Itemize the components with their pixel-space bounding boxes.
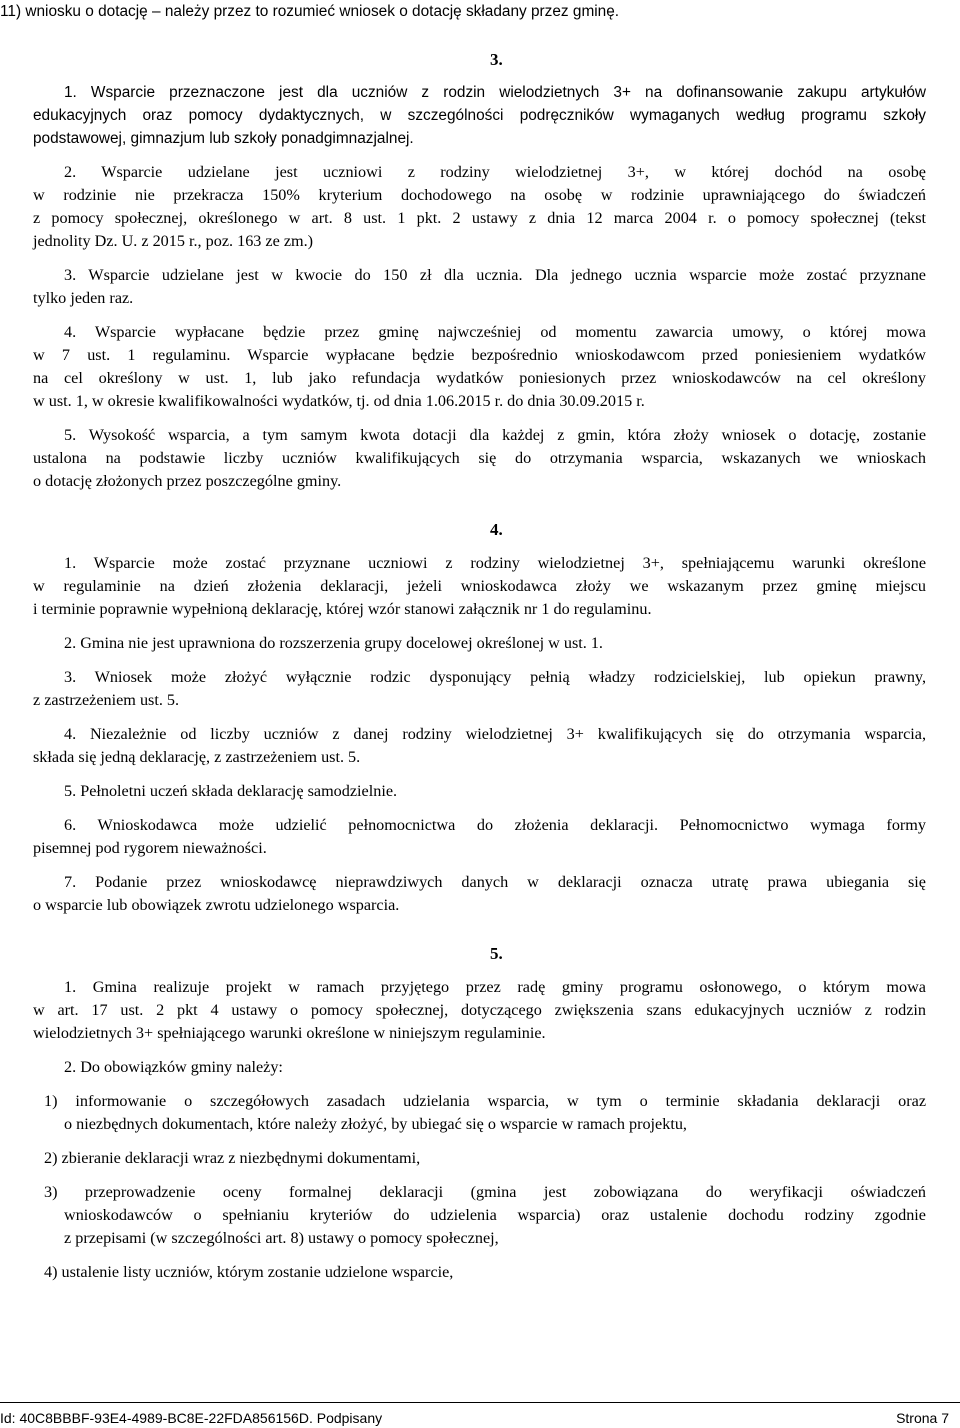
heading-section-4: 4. bbox=[490, 520, 503, 539]
text-line-s3-p4-4: w ust. 1, w okresie kwalifikowalności wydatków, tj. od dnia 1.06.2015 r. do dnia 30.09.2015 r. bbox=[33, 392, 645, 410]
text-line-s4-p3-2: z zastrzeżeniem ust. 5. bbox=[33, 691, 180, 709]
text-line-s5-i2-1: 2) zbieranie deklaracji wraz z niezbędnymi dokumentami, bbox=[44, 1149, 421, 1167]
text-line-s4-p7-2: o wsparcie lub obowiązek zwrotu udzielonego wsparcia. bbox=[33, 896, 400, 914]
text-line-s4-p2-1: 2. Gmina nie jest uprawniona do rozszerzenia grupy docelowej określonej w ust. 1. bbox=[64, 634, 603, 652]
text-line-s4-p3-1: 3. Wniosek może złożyć wyłącznie rodzic dysponujący pełnią władzy rodzicielskiej, lub opiekun prawny, bbox=[64, 668, 926, 686]
text-line-top-11: 11) wniosku o dotację – należy przez to rozumieć wniosek o dotację składany przez gminę. bbox=[0, 3, 620, 20]
footer-divider bbox=[0, 1402, 960, 1403]
text-line-s5-i3-2: wnioskodawców o spełnianiu kryteriów do udzielenia wsparcia) oraz ustalenie dochodu rodziny zgodnie bbox=[64, 1206, 926, 1224]
text-line-s5-p1-2: w art. 17 ust. 2 pkt 4 ustawy o pomocy społecznej, dotyczącego zwiększenia szans edukacyjnych uczniów z rodzin bbox=[33, 1001, 926, 1019]
heading-section-5: 5. bbox=[490, 944, 503, 963]
text-line-s3-p2-1: 2. Wsparcie udzielane jest uczniowi z rodziny wielodzietnej 3+, w której dochód na osobę bbox=[64, 163, 926, 181]
text-line-s5-p1-1: 1. Gmina realizuje projekt w ramach przyjętego przez radę gminy programu osłonowego, o którym mowa bbox=[64, 978, 926, 996]
text-line-s3-p5-1: 5. Wysokość wsparcia, a tym samym kwota dotacji dla każdej z gmin, która złoży wniosek o dotację, zostanie bbox=[64, 426, 926, 444]
text-line-s3-p3-2: tylko jeden raz. bbox=[33, 289, 134, 307]
text-line-s5-i1-2: o niezbędnych dokumentach, które należy złożyć, by ubiegać się o wsparcie w ramach projektu, bbox=[64, 1115, 687, 1133]
text-line-s3-p4-2: w 7 ust. 1 regulaminu. Wsparcie wypłacane będzie bezpośrednio wnioskodawcom przed poniesieniem wydatków bbox=[33, 346, 926, 364]
text-line-s3-p5-2: ustalona na podstawie liczby uczniów kwalifikujących się do otrzymania wsparcia, wskazanych we wnioskach bbox=[33, 449, 926, 467]
text-line-s4-p4-1: 4. Niezależnie od liczby uczniów z danej rodziny wielodzietnej 3+ kwalifikujących się do otrzymania wsparcia, bbox=[64, 725, 926, 743]
text-line-s3-p2-4: jednolity Dz. U. z 2015 r., poz. 163 ze zm.) bbox=[33, 232, 314, 250]
text-line-s3-p3-1: 3. Wsparcie udzielane jest w kwocie do 150 zł dla ucznia. Dla jednego ucznia wsparcie może zostać przyznane bbox=[64, 266, 926, 284]
text-line-s4-p1-3: i terminie poprawnie wypełnioną deklarację, której wzór stanowi załącznik nr 1 do regulaminu. bbox=[33, 600, 652, 618]
text-line-s3-p4-3: na cel określony w ust. 1, lub jako refundacja wydatków poniesionych przez wnioskodawców na cel określony bbox=[33, 369, 926, 387]
text-line-s5-i4-1: 4) ustalenie listy uczniów, którym zostanie udzielone wsparcie, bbox=[44, 1263, 454, 1281]
text-line-s3-p4-1: 4. Wsparcie wypłacane będzie przez gminę najwcześniej od momentu zawarcia umowy, o której mowa bbox=[64, 323, 926, 341]
text-line-s3-p5-3: o dotację złożonych przez poszczególne gminy. bbox=[33, 472, 342, 490]
text-line-s3-p1-1: 1. Wsparcie przeznaczone jest dla uczniów z rodzin wielodzietnych 3+ na dofinansowanie zakupu artykułów bbox=[64, 84, 926, 101]
text-line-s5-p1-3: wielodzietnych 3+ spełniającego warunki określone w niniejszym regulaminie. bbox=[33, 1024, 546, 1042]
text-line-s4-p6-1: 6. Wnioskodawca może udzielić pełnomocnictwa do złożenia deklaracji. Pełnomocnictwo wymaga formy bbox=[64, 816, 926, 834]
text-line-s4-p4-2: składa się jedną deklarację, z zastrzeżeniem ust. 5. bbox=[33, 748, 361, 766]
text-line-s4-p1-1: 1. Wsparcie może zostać przyznane uczniowi z rodziny wielodzietnej 3+, spełniającemu warunki określone bbox=[64, 554, 926, 572]
text-line-s5-i1-1: 1) informowanie o szczegółowych zasadach udzielania wsparcia, w tym o terminie składania deklaracji oraz bbox=[44, 1092, 926, 1110]
text-line-s4-p1-2: w regulaminie na dzień złożenia deklaracji, jeżeli wnioskodawca złoży we wskazanym przez gminę miejscu bbox=[33, 577, 926, 595]
text-line-s4-p6-2: pisemnej pod rygorem nieważności. bbox=[33, 839, 267, 857]
text-line-s5-p2-1: 2. Do obowiązków gminy należy: bbox=[64, 1058, 283, 1076]
text-line-s3-p1-2: edukacyjnych oraz pomocy dydaktycznych, w szczególności podręczników wymaganych według programu szkoły bbox=[33, 107, 926, 124]
text-line-s3-p1-3: podstawowej, gimnazjum lub szkoły ponadgimnazjalnej. bbox=[33, 130, 414, 147]
footer-document-id: Id: 40C8BBBF-93E4-4989-BC8E-22FDA856156D. Podpisany bbox=[0, 1410, 383, 1426]
text-line-s5-i3-3: z przepisami (w szczególności art. 8) ustawy o pomocy społecznej, bbox=[64, 1229, 499, 1247]
text-line-s4-p5-1: 5. Pełnoletni uczeń składa deklarację samodzielnie. bbox=[64, 782, 398, 800]
text-line-s3-p2-3: z pomocy społecznej, określonego w art. 8 ust. 1 pkt. 2 ustawy z dnia 12 marca 2004 r. o pomocy społecznej (tekst bbox=[33, 209, 926, 227]
footer-page-number: Strona 7 bbox=[896, 1410, 949, 1426]
text-line-s3-p2-2: w rodzinie nie przekracza 150% kryterium dochodowego na osobę w rodzinie uprawniającego do świadczeń bbox=[33, 186, 926, 204]
text-line-s5-i3-1: 3) przeprowadzenie oceny formalnej deklaracji (gmina jest zobowiązana do weryfikacji oświadczeń bbox=[44, 1183, 926, 1201]
heading-section-3: 3. bbox=[490, 50, 503, 69]
text-line-s4-p7-1: 7. Podanie przez wnioskodawcę nieprawdziwych danych w deklaracji oznacza utratę prawa ubiegania się bbox=[64, 873, 926, 891]
